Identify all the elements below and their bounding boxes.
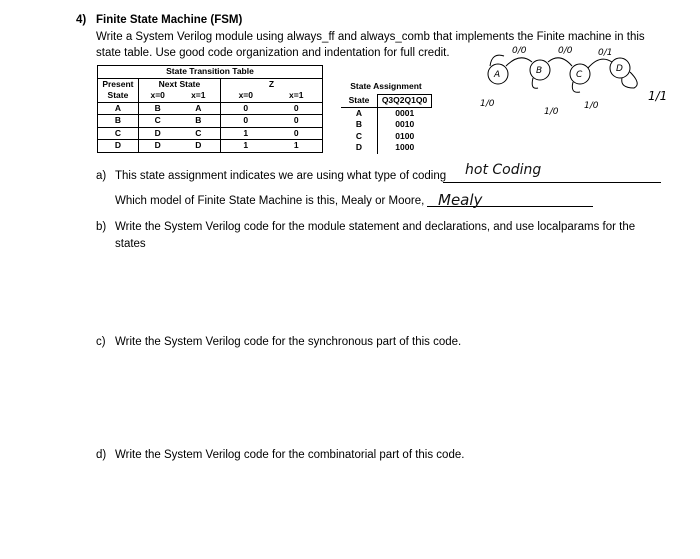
cell-state: D — [98, 140, 139, 153]
question-number: 4) — [76, 14, 87, 26]
sub-state: State — [98, 90, 139, 102]
edge-label: 1/0 — [480, 99, 495, 109]
intro-line-1: Write a System Verilog module using always_ff and always_comb that implements the Finite machine in this — [96, 31, 645, 43]
part-a2-text: Which model of Finite State Machine is this, Mealy or Moore, — [115, 195, 425, 207]
sub-z-x1: x=1 — [289, 90, 304, 100]
col-next-state: Next State — [138, 78, 220, 90]
col-z: Z — [268, 78, 275, 89]
cell-next-x0: C — [154, 115, 161, 125]
cell-z-x1: 0 — [293, 115, 299, 125]
answer-line-a — [443, 182, 661, 183]
cell-z-x1: 1 — [293, 140, 299, 150]
edge-label: 0/1 — [598, 48, 613, 58]
state-label-d: D — [616, 64, 623, 74]
state-label-a: A — [494, 70, 501, 80]
cell-next-x1: C — [177, 127, 221, 140]
answer-a-handwritten: hot Coding — [465, 162, 542, 178]
edge-a-b — [506, 58, 532, 66]
col-state: State — [348, 94, 370, 105]
table-row — [341, 107, 432, 119]
cell-next-x1: D — [177, 140, 221, 153]
table-row — [98, 102, 323, 115]
cell-z-x0: 0 — [243, 102, 249, 113]
cell-z-x1: 0 — [293, 102, 299, 113]
table-row — [98, 127, 323, 140]
edge-label: 1/0 — [544, 107, 559, 117]
part-b-text-2: states — [115, 238, 146, 250]
edge-label: 0/0 — [512, 46, 527, 56]
answer-a2-handwritten: Mealy — [438, 191, 483, 209]
edge-label: 0/0 — [558, 46, 573, 56]
cell-z-x0: 1 — [243, 140, 249, 150]
part-a-text: This state assignment indicates we are using what type of coding — [115, 170, 447, 182]
cell-code: 1000 — [378, 142, 432, 154]
cell-state: C — [98, 127, 139, 140]
table-row — [98, 140, 323, 153]
cell-next-x0: B — [154, 102, 161, 113]
cell-code: 0001 — [378, 107, 432, 119]
cell-state: A — [355, 107, 363, 118]
self-loop-d — [622, 72, 637, 88]
table-row — [341, 131, 432, 143]
part-d-text: Write the System Verilog code for the combinatorial part of this code. — [115, 449, 465, 461]
table-row — [341, 119, 432, 131]
part-c-label: c) — [96, 336, 106, 348]
state-assignment-table — [341, 94, 432, 154]
cell-next-x0: D — [154, 140, 161, 150]
cell-code: 0010 — [378, 119, 432, 131]
cell-next-x1: A — [177, 102, 221, 115]
cell-z-x0: 0 — [243, 115, 249, 125]
cell-next-x1: B — [177, 115, 221, 128]
part-b-text-1: Write the System Verilog code for the module statement and declarations, and use localparams for the — [115, 221, 636, 233]
state-transition-table — [97, 65, 323, 153]
col-present: Present — [98, 78, 139, 90]
part-a-label: a) — [96, 170, 107, 182]
edge-label: 1/0 — [584, 101, 599, 111]
part-d-label: d) — [96, 449, 107, 461]
cell-state: D — [355, 142, 363, 152]
cell-code: 0100 — [378, 131, 432, 143]
sub-z-x0: x=0 — [238, 90, 253, 100]
cell-state: B — [355, 119, 363, 129]
cell-state: B — [98, 115, 139, 128]
state-label-c: C — [576, 70, 583, 80]
cell-z-x1: 0 — [293, 127, 299, 138]
cell-z-x0: 1 — [243, 127, 249, 138]
handwritten-state-diagram — [470, 44, 695, 124]
edge-label: 1/1 — [648, 89, 668, 103]
assignment-table-caption: State Assignment — [350, 81, 422, 91]
sub-next-x0: x=0 — [150, 90, 165, 100]
sub-next-x1: x=1 — [177, 90, 221, 102]
part-c-text: Write the System Verilog code for the synchronous part of this code. — [115, 336, 462, 348]
part-b-label: b) — [96, 221, 107, 233]
cell-next-x0: D — [154, 127, 161, 138]
edge-c-d — [588, 59, 612, 68]
table-row — [98, 115, 323, 128]
cell-state: A — [98, 102, 139, 115]
table-row — [341, 142, 432, 154]
state-label-b: B — [536, 66, 543, 76]
edge-b-c — [548, 58, 572, 66]
transition-table-caption: State Transition Table — [166, 66, 254, 76]
cell-state: C — [355, 130, 363, 141]
intro-line-2: state table. Use good code organization and indentation for full credit. — [96, 47, 450, 59]
col-code: Q3Q2Q1Q0 — [378, 95, 432, 108]
question-title: Finite State Machine (FSM) — [96, 14, 243, 26]
